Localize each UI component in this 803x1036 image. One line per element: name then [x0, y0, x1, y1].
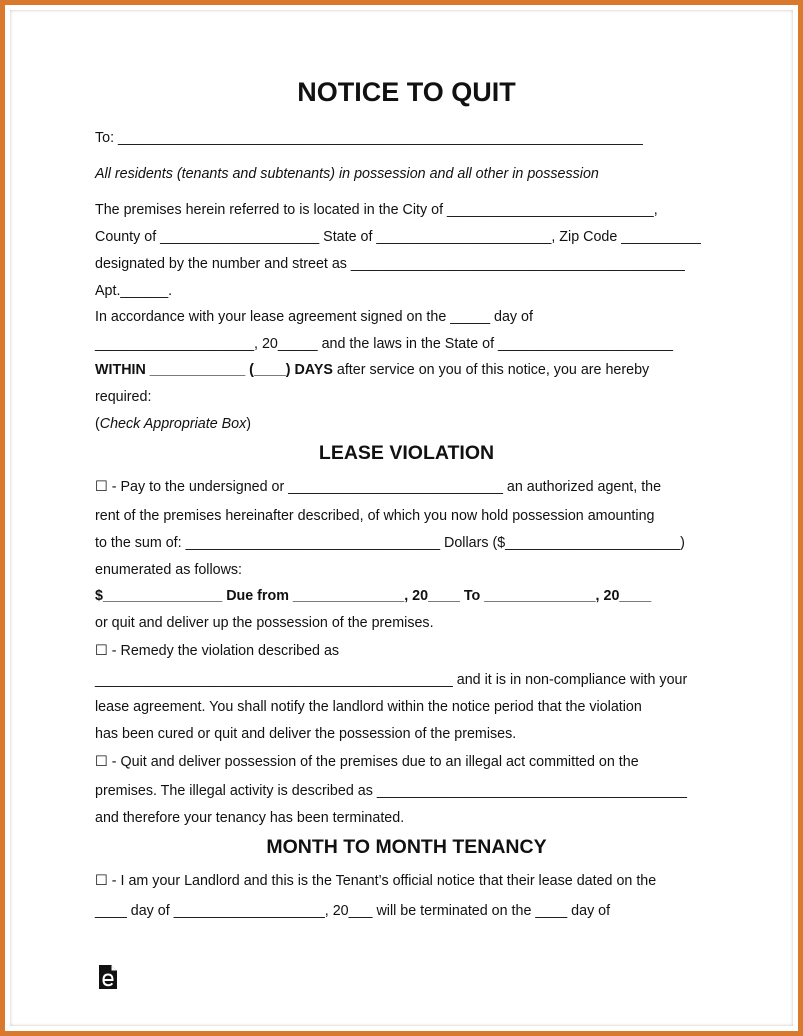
violation2-line-6: ☐ - Quit and deliver possession of the premises due to an illegal act committed on the: [95, 754, 639, 770]
within-line: [95, 361, 649, 379]
violation-line-2: rent of the premises hereinafter described, of which you now hold possession amounting: [95, 508, 655, 524]
month-line-2: ____ day of ___________________, 20___ will be terminated on the ____ day of: [95, 903, 611, 919]
premises-line-1: The premises herein referred to is located in the City of __________________________,: [95, 202, 658, 218]
residents-line: All residents (tenants and subtenants) in possession and all other in possession: [95, 166, 599, 182]
eforms-document-icon: [98, 964, 118, 990]
violation-line-4: enumerated as follows:: [95, 562, 243, 578]
premises-line-3: designated by the number and street as __________________________________________: [95, 256, 685, 272]
check-box-instruction: [95, 415, 251, 433]
amount-line: $_______________ Due from ______________, 20____ To ______________, 20____: [95, 588, 652, 604]
required-line: required:: [95, 389, 152, 405]
premises-line-4: Apt.______.: [95, 283, 173, 299]
violation2-line-5: has been cured or quit and deliver the possession of the premises.: [95, 726, 517, 742]
section-lease-violation: LEASE VIOLATION: [318, 442, 495, 464]
within-rest-text: after service on you of this notice, you are hereby: [332, 362, 650, 378]
violation2-line-7: premises. The illegal activity is described as _______________________________________: [95, 783, 687, 799]
document-title: NOTICE TO QUIT: [297, 77, 516, 107]
premises-line-2: County of ____________________ State of ______________________, Zip Code __________: [95, 229, 701, 245]
violation2-line-2: ☐ - Remedy the violation described as: [95, 643, 340, 659]
violation2-line-8: and therefore your tenancy has been terminated.: [95, 810, 405, 826]
to-line: To: __________________________________________________________________: [95, 130, 643, 146]
violation-line-1: ☐ - Pay to the undersigned or ___________________________ an authorized agent, the: [95, 479, 662, 495]
paren-open: (: [95, 416, 100, 432]
violation2-line-3: _____________________________________________ and it is in non-compliance with your: [95, 672, 688, 688]
violation2-line-1: or quit and deliver up the possession of the premises.: [95, 615, 434, 631]
premises-line-6: ____________________, 20_____ and the laws in the State of ______________________: [95, 336, 673, 352]
month-line-1: ☐ - I am your Landlord and this is the Tenant’s official notice that their lease dated on the: [95, 873, 657, 889]
check-box-italic: Check Appropriate Box: [99, 416, 247, 432]
paren-close: ): [246, 416, 252, 432]
violation-line-3: to the sum of: ________________________________ Dollars ($______________________): [95, 535, 685, 551]
violation2-line-4: lease agreement. You shall notify the landlord within the notice period that the violation: [95, 699, 642, 715]
within-bold-text: WITHIN ____________ (____) DAYS: [95, 362, 333, 378]
premises-line-5: In accordance with your lease agreement signed on the _____ day of: [95, 309, 533, 325]
section-month-to-month: MONTH TO MONTH TENANCY: [266, 836, 547, 858]
